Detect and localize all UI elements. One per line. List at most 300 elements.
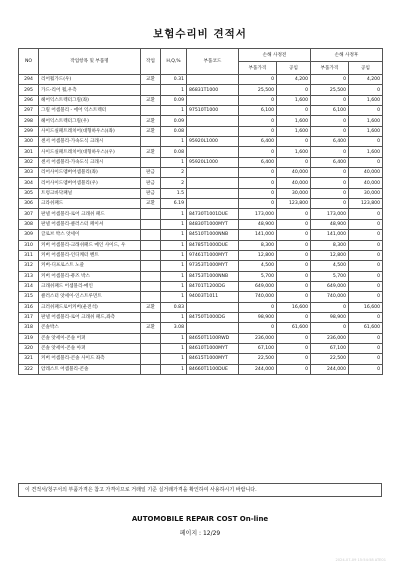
after-labor: 0 bbox=[349, 250, 383, 260]
after-part-price: 6,400 bbox=[311, 157, 349, 167]
before-labor: 40,000 bbox=[277, 168, 311, 178]
table-row bbox=[19, 343, 383, 353]
after-part-price: 6,100 bbox=[311, 106, 349, 116]
table-row bbox=[19, 312, 383, 322]
item-name: 그릴 어셈블리 - 에어 익스트렉터 bbox=[39, 106, 141, 116]
part-code: 84650T1100RWD bbox=[187, 333, 239, 343]
hq-value: 0.09 bbox=[161, 95, 187, 105]
row-no: 301 bbox=[19, 147, 39, 157]
after-part-price: 4,500 bbox=[311, 261, 349, 271]
before-labor: 0 bbox=[277, 271, 311, 281]
part-code bbox=[187, 116, 239, 126]
part-code: 84610T1000MYT bbox=[187, 343, 239, 353]
work-type bbox=[141, 209, 161, 219]
table-row bbox=[19, 292, 383, 302]
hq-value: 1 bbox=[161, 292, 187, 302]
work-type bbox=[141, 333, 161, 343]
hq-value: 2 bbox=[161, 168, 187, 178]
after-part-price: 0 bbox=[311, 95, 349, 105]
hq-value: 1 bbox=[161, 157, 187, 167]
part-code: 84730T1001DUE bbox=[187, 209, 239, 219]
document-title: 보험수리비 견적서 bbox=[153, 28, 247, 40]
before-labor: 0 bbox=[277, 250, 311, 260]
after-part-price: 0 bbox=[311, 116, 349, 126]
before-labor: 0 bbox=[277, 157, 311, 167]
hq-value: 0.31 bbox=[161, 75, 187, 85]
before-part-price: 141,000 bbox=[239, 230, 277, 240]
row-no: 297 bbox=[19, 106, 39, 116]
before-labor: 0 bbox=[277, 312, 311, 322]
price-notice: 이 견적서/청구서의 부품가격은 참고 가격이므로 거래일 기준 실거래가격을 확인하여 사용하시기 바랍니다. bbox=[18, 483, 382, 497]
header-after-part-price: 부품가격 bbox=[311, 62, 349, 75]
after-labor: 0 bbox=[349, 281, 383, 291]
work-type bbox=[141, 312, 161, 322]
part-code: 94003T1011 bbox=[187, 292, 239, 302]
after-part-price: 0 bbox=[311, 168, 349, 178]
row-no: 311 bbox=[19, 250, 39, 260]
after-labor: 40,000 bbox=[349, 178, 383, 188]
before-part-price: 4,500 bbox=[239, 261, 277, 271]
item-name: 사이드실패트레치어(대형하우스)(좌) bbox=[39, 126, 141, 136]
item-name: 콘솔박스 bbox=[39, 323, 141, 333]
item-name: 판넬 어셈블리-클러스터 페이셔 bbox=[39, 219, 141, 229]
item-name: 가드-리어 휠,우측 bbox=[39, 85, 141, 95]
row-no: 321 bbox=[19, 354, 39, 364]
work-type: 교환 bbox=[141, 302, 161, 312]
after-part-price: 649,000 bbox=[311, 281, 349, 291]
before-part-price: 5,700 bbox=[239, 271, 277, 281]
item-name: 사이드실패트레치어(대형하우스)(우) bbox=[39, 147, 141, 157]
hq-value: 3.08 bbox=[161, 323, 187, 333]
item-name: 트렁크바닥패널 bbox=[39, 188, 141, 198]
before-part-price: 0 bbox=[239, 95, 277, 105]
after-part-price: 22,500 bbox=[311, 354, 349, 364]
header-item: 작업항목 및 부품명 bbox=[39, 49, 141, 75]
before-part-price: 173,000 bbox=[239, 209, 277, 219]
row-no: 315 bbox=[19, 292, 39, 302]
before-labor: 0 bbox=[277, 209, 311, 219]
row-no: 303 bbox=[19, 168, 39, 178]
item-name: 커버 어셈블리-인디케터 벤트 bbox=[39, 250, 141, 260]
hq-value: 2 bbox=[161, 178, 187, 188]
before-labor: 16,600 bbox=[277, 302, 311, 312]
after-part-price: 8,300 bbox=[311, 240, 349, 250]
row-no: 299 bbox=[19, 126, 39, 136]
header-before-part-price: 부품가격 bbox=[239, 62, 277, 75]
estimate-table bbox=[18, 48, 383, 375]
before-part-price: 0 bbox=[239, 126, 277, 136]
after-labor: 0 bbox=[349, 230, 383, 240]
item-name: 커버 어셈블리-퓨즈 박스 bbox=[39, 271, 141, 281]
row-no: 310 bbox=[19, 240, 39, 250]
before-part-price: 0 bbox=[239, 147, 277, 157]
table-row bbox=[19, 126, 383, 136]
row-no: 318 bbox=[19, 323, 39, 333]
row-no: 308 bbox=[19, 219, 39, 229]
table-row bbox=[19, 240, 383, 250]
part-code bbox=[187, 178, 239, 188]
after-part-price: 173,000 bbox=[311, 209, 349, 219]
before-labor: 0 bbox=[277, 343, 311, 353]
item-name: 클러스터 앗세이-인스트루먼트 bbox=[39, 292, 141, 302]
hq-value: 1 bbox=[161, 333, 187, 343]
after-part-price: 244,000 bbox=[311, 364, 349, 374]
part-code bbox=[187, 199, 239, 209]
header-work: 작업 bbox=[141, 49, 161, 75]
work-type bbox=[141, 240, 161, 250]
after-labor: 0 bbox=[349, 312, 383, 322]
row-no: 305 bbox=[19, 188, 39, 198]
work-type: 판금 bbox=[141, 188, 161, 198]
after-labor: 0 bbox=[349, 292, 383, 302]
work-type bbox=[141, 85, 161, 95]
item-name: 헤어익스트렉터그릴(좌) bbox=[39, 95, 141, 105]
before-labor: 0 bbox=[277, 354, 311, 364]
row-no: 298 bbox=[19, 116, 39, 126]
before-labor: 1,600 bbox=[277, 147, 311, 157]
after-part-price: 236,000 bbox=[311, 333, 349, 343]
work-type: 교환 bbox=[141, 147, 161, 157]
hq-value: 1 bbox=[161, 137, 187, 147]
work-type bbox=[141, 292, 161, 302]
hq-value: 1 bbox=[161, 312, 187, 322]
item-name: 커버 어셈블리-크래쉬패드 메인 사이드, 우 bbox=[39, 240, 141, 250]
table-row bbox=[19, 281, 383, 291]
part-code bbox=[187, 323, 239, 333]
hq-value: 1 bbox=[161, 230, 187, 240]
hq-value: 1 bbox=[161, 261, 187, 271]
work-type: 교환 bbox=[141, 116, 161, 126]
row-no: 309 bbox=[19, 230, 39, 240]
item-name: 센서 어셈블리-가속도식 크래시 bbox=[39, 157, 141, 167]
print-timestamp: 2024-07-09 15:54:58 ATE01 bbox=[335, 558, 386, 562]
hq-value: 0.09 bbox=[161, 116, 187, 126]
before-labor: 61,600 bbox=[277, 323, 311, 333]
hq-value: 1 bbox=[161, 343, 187, 353]
item-name: 센서 어셈블리-가속도식 크래시 bbox=[39, 137, 141, 147]
after-part-price: 25,500 bbox=[311, 85, 349, 95]
row-no: 313 bbox=[19, 271, 39, 281]
hq-value: 1 bbox=[161, 85, 187, 95]
table-row bbox=[19, 178, 383, 188]
work-type bbox=[141, 281, 161, 291]
after-labor: 0 bbox=[349, 219, 383, 229]
table-row bbox=[19, 116, 383, 126]
table-row bbox=[19, 250, 383, 260]
after-labor: 0 bbox=[349, 85, 383, 95]
work-type bbox=[141, 106, 161, 116]
work-type: 교환 bbox=[141, 75, 161, 85]
before-labor: 0 bbox=[277, 219, 311, 229]
table-row bbox=[19, 168, 383, 178]
before-part-price: 0 bbox=[239, 116, 277, 126]
page-number: 페이지 : 12/29 bbox=[179, 530, 221, 537]
after-labor: 0 bbox=[349, 261, 383, 271]
part-code bbox=[187, 147, 239, 157]
after-part-price: 0 bbox=[311, 178, 349, 188]
before-part-price: 0 bbox=[239, 302, 277, 312]
footer-title: AUTOMOBILE REPAIR COST On-line bbox=[131, 515, 269, 523]
after-labor: 0 bbox=[349, 157, 383, 167]
work-type bbox=[141, 230, 161, 240]
item-name: 판넬 어셈블리-로어 크래쉬 패드 bbox=[39, 209, 141, 219]
row-no: 294 bbox=[19, 75, 39, 85]
work-type: 판금 bbox=[141, 168, 161, 178]
after-labor: 0 bbox=[349, 271, 383, 281]
part-code: 84510T1000NNB bbox=[187, 230, 239, 240]
hq-value: 6.19 bbox=[161, 199, 187, 209]
work-type bbox=[141, 137, 161, 147]
before-part-price: 98,900 bbox=[239, 312, 277, 322]
after-labor: 0 bbox=[349, 343, 383, 353]
row-no: 317 bbox=[19, 312, 39, 322]
after-part-price: 141,000 bbox=[311, 230, 349, 240]
part-code: 84750T1000DG bbox=[187, 312, 239, 322]
header-after-labor: 공임 bbox=[349, 62, 383, 75]
after-part-price: 740,000 bbox=[311, 292, 349, 302]
before-labor: 1,600 bbox=[277, 126, 311, 136]
after-labor: 16,600 bbox=[349, 302, 383, 312]
before-part-price: 6,400 bbox=[239, 157, 277, 167]
before-labor: 0 bbox=[277, 230, 311, 240]
after-part-price: 67,100 bbox=[311, 343, 349, 353]
part-code bbox=[187, 302, 239, 312]
before-labor: 0 bbox=[277, 364, 311, 374]
part-code: 84753T1000NNB bbox=[187, 271, 239, 281]
part-code bbox=[187, 188, 239, 198]
before-labor: 1,600 bbox=[277, 116, 311, 126]
row-no: 312 bbox=[19, 261, 39, 271]
part-code: 84830T1000MYT bbox=[187, 219, 239, 229]
table-row bbox=[19, 354, 383, 364]
hq-value: 1 bbox=[161, 364, 187, 374]
work-type bbox=[141, 354, 161, 364]
part-code: 97510T1000 bbox=[187, 106, 239, 116]
part-code: 97353T1000MYT bbox=[187, 261, 239, 271]
before-labor: 40,000 bbox=[277, 178, 311, 188]
before-part-price: 740,000 bbox=[239, 292, 277, 302]
hq-value: 0.08 bbox=[161, 126, 187, 136]
table-row bbox=[19, 364, 383, 374]
item-name: 커버 어셈블리-콘솔 사이드 좌측 bbox=[39, 354, 141, 364]
header-after-adjustment: 손해 사정후 bbox=[311, 49, 383, 62]
table-row bbox=[19, 85, 383, 95]
after-part-price: 0 bbox=[311, 323, 349, 333]
row-no: 306 bbox=[19, 199, 39, 209]
item-name: 헤어익스트렉터그릴(우) bbox=[39, 116, 141, 126]
table-row bbox=[19, 157, 383, 167]
table-row bbox=[19, 137, 383, 147]
before-part-price: 0 bbox=[239, 199, 277, 209]
table-row bbox=[19, 271, 383, 281]
item-name: 판넬 어셈블리-로어 크래쉬 패드,좌측 bbox=[39, 312, 141, 322]
after-labor: 61,600 bbox=[349, 323, 383, 333]
row-no: 300 bbox=[19, 137, 39, 147]
before-labor: 0 bbox=[277, 333, 311, 343]
table-row bbox=[19, 188, 383, 198]
table-row bbox=[19, 75, 383, 85]
item-name: 크라쉬패드 bbox=[39, 199, 141, 209]
after-labor: 0 bbox=[349, 364, 383, 374]
after-labor: 0 bbox=[349, 333, 383, 343]
part-code: 84701T1200DG bbox=[187, 281, 239, 291]
item-name: 콘솔 앗세이-콘솔 어퍼 bbox=[39, 333, 141, 343]
table-row bbox=[19, 219, 383, 229]
header-no: NO bbox=[19, 49, 39, 75]
part-code: 84615T1000MYT bbox=[187, 354, 239, 364]
before-labor: 0 bbox=[277, 281, 311, 291]
before-labor: 0 bbox=[277, 261, 311, 271]
before-labor: 1,600 bbox=[277, 95, 311, 105]
after-labor: 4,200 bbox=[349, 75, 383, 85]
row-no: 296 bbox=[19, 95, 39, 105]
after-part-price: 0 bbox=[311, 199, 349, 209]
item-name: 커버-디프로스트 노즐 bbox=[39, 261, 141, 271]
part-code: 95920L1000 bbox=[187, 157, 239, 167]
work-type bbox=[141, 271, 161, 281]
before-part-price: 8,300 bbox=[239, 240, 277, 250]
after-labor: 0 bbox=[349, 137, 383, 147]
work-type: 교환 bbox=[141, 199, 161, 209]
table-row bbox=[19, 209, 383, 219]
after-labor: 1,600 bbox=[349, 95, 383, 105]
work-type: 판금 bbox=[141, 178, 161, 188]
row-no: 304 bbox=[19, 178, 39, 188]
after-labor: 0 bbox=[349, 209, 383, 219]
after-part-price: 0 bbox=[311, 302, 349, 312]
after-part-price: 12,800 bbox=[311, 250, 349, 260]
item-name: 콘솔 앗세이-콘솔 아퍼 bbox=[39, 343, 141, 353]
before-labor: 0 bbox=[277, 106, 311, 116]
table-row bbox=[19, 147, 383, 157]
table-row bbox=[19, 95, 383, 105]
work-type bbox=[141, 219, 161, 229]
hq-value: 1.5 bbox=[161, 188, 187, 198]
work-type bbox=[141, 250, 161, 260]
work-type bbox=[141, 157, 161, 167]
part-code: 97461T1000MYT bbox=[187, 250, 239, 260]
item-name: 리어휠가드(우) bbox=[39, 75, 141, 85]
hq-value: 1 bbox=[161, 219, 187, 229]
part-code bbox=[187, 75, 239, 85]
part-code bbox=[187, 168, 239, 178]
before-part-price: 244,000 bbox=[239, 364, 277, 374]
work-type: 교환 bbox=[141, 126, 161, 136]
part-code: 84785T1000DUE bbox=[187, 240, 239, 250]
part-code: 86831T1000 bbox=[187, 85, 239, 95]
after-labor: 0 bbox=[349, 354, 383, 364]
before-part-price: 0 bbox=[239, 168, 277, 178]
header-part-code: 부품코드 bbox=[187, 49, 239, 75]
before-labor: 0 bbox=[277, 85, 311, 95]
after-labor: 30,000 bbox=[349, 188, 383, 198]
table-row bbox=[19, 302, 383, 312]
before-part-price: 67,100 bbox=[239, 343, 277, 353]
before-part-price: 25,500 bbox=[239, 85, 277, 95]
before-part-price: 236,000 bbox=[239, 333, 277, 343]
before-labor: 4,200 bbox=[277, 75, 311, 85]
hq-value: 1 bbox=[161, 250, 187, 260]
work-type: 교환 bbox=[141, 323, 161, 333]
part-code: 95920L1000 bbox=[187, 137, 239, 147]
after-part-price: 6,400 bbox=[311, 137, 349, 147]
table-row bbox=[19, 323, 383, 333]
item-name: 암레스트 어셈블리-콘솔 bbox=[39, 364, 141, 374]
item-name: 글로브 박스 앗세이 bbox=[39, 230, 141, 240]
item-name: 크래쉬패드 어셈블리-메인 bbox=[39, 281, 141, 291]
before-labor: 30,000 bbox=[277, 188, 311, 198]
before-part-price: 649,000 bbox=[239, 281, 277, 291]
before-labor: 0 bbox=[277, 240, 311, 250]
before-part-price: 0 bbox=[239, 178, 277, 188]
after-labor: 1,600 bbox=[349, 116, 383, 126]
before-part-price: 22,500 bbox=[239, 354, 277, 364]
after-part-price: 5,700 bbox=[311, 271, 349, 281]
before-part-price: 12,800 bbox=[239, 250, 277, 260]
table-row bbox=[19, 106, 383, 116]
row-no: 322 bbox=[19, 364, 39, 374]
row-no: 295 bbox=[19, 85, 39, 95]
hq-value: 1 bbox=[161, 354, 187, 364]
header-before-adjustment: 손해 사정전 bbox=[239, 49, 311, 62]
table-row bbox=[19, 230, 383, 240]
before-part-price: 6,400 bbox=[239, 137, 277, 147]
row-no: 316 bbox=[19, 302, 39, 312]
before-labor: 0 bbox=[277, 137, 311, 147]
after-labor: 123,800 bbox=[349, 199, 383, 209]
after-labor: 40,000 bbox=[349, 168, 383, 178]
hq-value: 0.08 bbox=[161, 147, 187, 157]
table-row bbox=[19, 333, 383, 343]
before-part-price: 0 bbox=[239, 323, 277, 333]
before-part-price: 6,100 bbox=[239, 106, 277, 116]
item-name: 리어사이드멤버어셈블리(우) bbox=[39, 178, 141, 188]
table-row bbox=[19, 199, 383, 209]
hq-value: 1 bbox=[161, 271, 187, 281]
before-part-price: 48,900 bbox=[239, 219, 277, 229]
work-type bbox=[141, 261, 161, 271]
row-no: 319 bbox=[19, 333, 39, 343]
before-part-price: 0 bbox=[239, 75, 277, 85]
before-part-price: 0 bbox=[239, 188, 277, 198]
after-part-price: 0 bbox=[311, 188, 349, 198]
before-labor: 0 bbox=[277, 292, 311, 302]
row-no: 302 bbox=[19, 157, 39, 167]
item-name: 크러쉬패드로어커버(운전석) bbox=[39, 302, 141, 312]
after-part-price: 98,900 bbox=[311, 312, 349, 322]
header-hq: H,Q,% bbox=[161, 49, 187, 75]
hq-value: 1 bbox=[161, 106, 187, 116]
before-labor: 123,800 bbox=[277, 199, 311, 209]
part-code bbox=[187, 95, 239, 105]
hq-value: 0.83 bbox=[161, 302, 187, 312]
table-row bbox=[19, 261, 383, 271]
work-type bbox=[141, 364, 161, 374]
after-labor: 1,600 bbox=[349, 147, 383, 157]
work-type: 교환 bbox=[141, 95, 161, 105]
hq-value: 1 bbox=[161, 281, 187, 291]
header-before-labor: 공임 bbox=[277, 62, 311, 75]
part-code bbox=[187, 126, 239, 136]
row-no: 320 bbox=[19, 343, 39, 353]
hq-value: 1 bbox=[161, 209, 187, 219]
after-labor: 0 bbox=[349, 240, 383, 250]
after-part-price: 48,900 bbox=[311, 219, 349, 229]
row-no: 314 bbox=[19, 281, 39, 291]
work-type bbox=[141, 343, 161, 353]
after-part-price: 0 bbox=[311, 126, 349, 136]
after-labor: 0 bbox=[349, 106, 383, 116]
